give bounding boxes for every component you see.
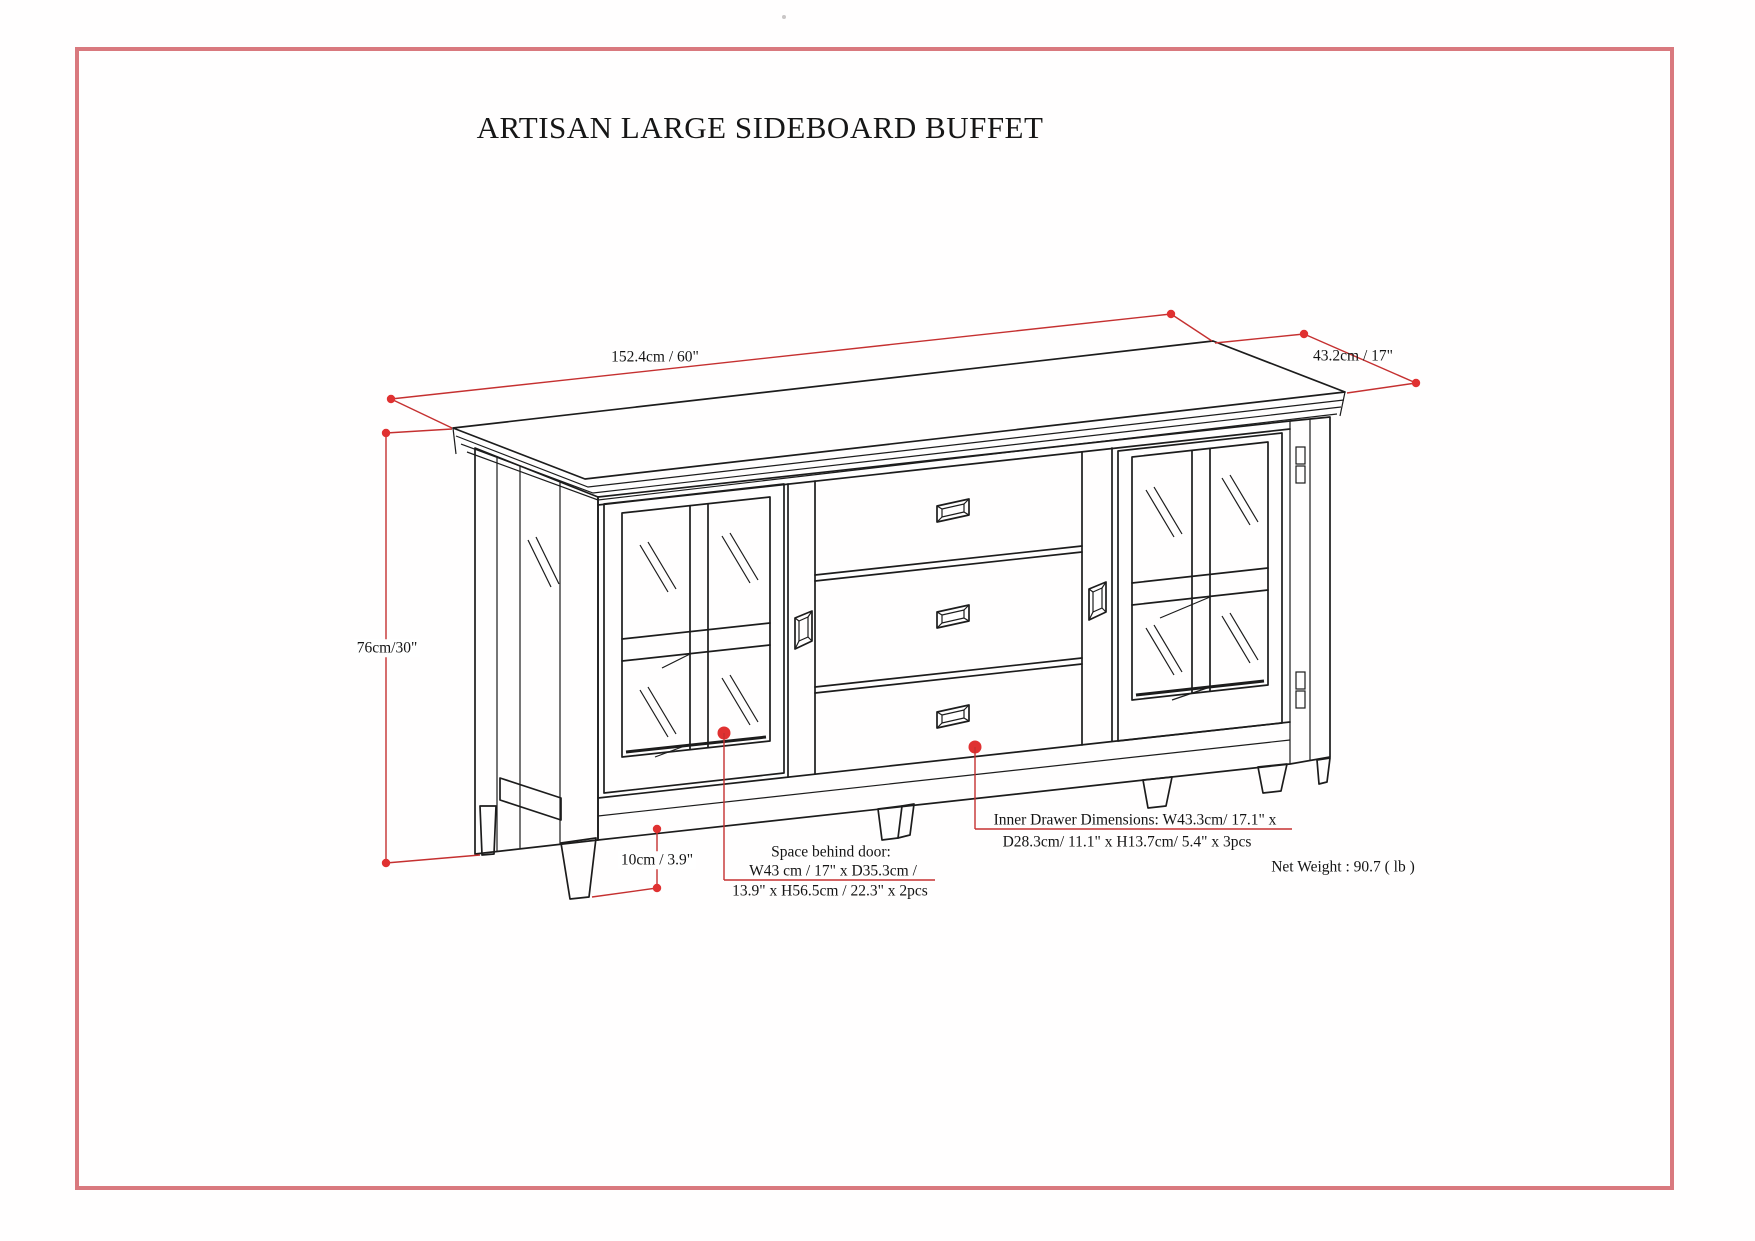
page-speck [782, 15, 786, 19]
stiles [788, 448, 1112, 777]
left-glass-door [604, 484, 784, 793]
door-hinge [1296, 447, 1305, 483]
height-dimension-label: 76cm/30" [354, 639, 421, 657]
depth-dimension-label: 43.2cm / 17" [1313, 347, 1393, 365]
inner-drawer-dims-2: D28.3cm/ 11.1" x H13.7cm/ 5.4" x 3pcs [1002, 833, 1252, 851]
space-behind-door-dims-1: W43 cm / 17" x D35.3cm / [749, 862, 917, 880]
drawer-handle [937, 499, 969, 522]
drawer-stack [815, 499, 1082, 728]
space-behind-door-title: Space behind door: [771, 843, 891, 861]
left-door-knob [795, 611, 812, 649]
right-glass-door [1118, 433, 1305, 741]
page-title: ARTISAN LARGE SIDEBOARD BUFFET [476, 110, 1044, 145]
tabletop [453, 341, 1345, 500]
leg-height-dimension-label: 10cm / 3.9" [618, 851, 696, 869]
left-side-panel [475, 448, 598, 854]
drawer-handle [937, 605, 969, 628]
net-weight-label: Net Weight : 90.7 ( lb ) [1271, 858, 1415, 876]
drawer-handle [937, 705, 969, 728]
width-dimension-line [387, 310, 1212, 428]
inner-drawer-dims-1: Inner Drawer Dimensions: W43.3cm/ 17.1" x [993, 811, 1277, 829]
door-hinge [1296, 672, 1305, 708]
width-dimension-label: 152.4cm / 60" [611, 348, 699, 366]
space-behind-door-dims-2: 13.9" x H56.5cm / 22.3" x 2pcs [732, 882, 928, 900]
right-door-knob [1089, 582, 1106, 620]
